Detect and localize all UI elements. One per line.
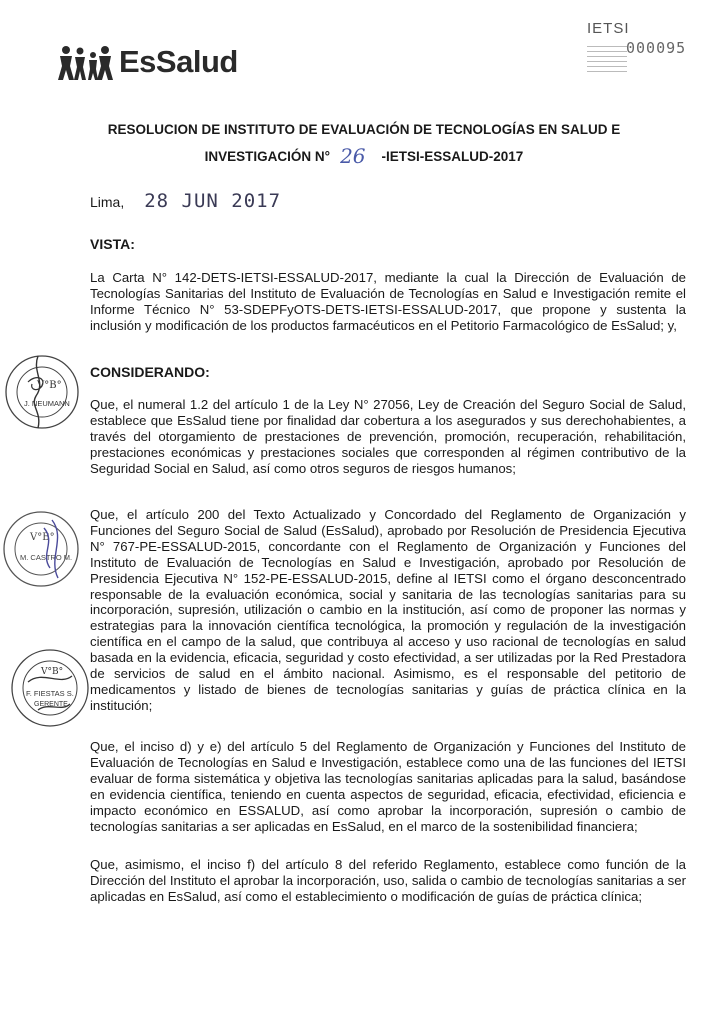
ietsi-stamp-lines bbox=[587, 42, 627, 76]
essalud-logo bbox=[58, 42, 238, 82]
considerando-paragraph-4: Que, asimismo, el inciso f) del artículo 8 del referido Reglamento, establece como función de la Dirección del Instituto el aprobar la incorporación, uso, salida o cambio de tecnologías sanitarias a ser aplicadas en EsSalud, así como el establecimiento o modificación de guías de práctica clínica; bbox=[90, 857, 686, 904]
logo-wordmark: EsSalud bbox=[119, 44, 238, 79]
title-prefix: INVESTIGACIÓN N° bbox=[204, 149, 331, 164]
seal3-name: F. FIESTAS S. bbox=[26, 689, 74, 698]
seal3-vb: V°B° bbox=[41, 667, 64, 677]
document-date bbox=[90, 190, 281, 212]
considerando-paragraph-2: Que, el artículo 200 del Texto Actualizado y Concordado del Reglamento de Organización y Funciones del Seguro Social de Salud (EsSalud), aprobado por Resolución de Presidencia Ejecutiva N° 767-PE-ESSALUD-2015, concordante con el Reglamento de Organización y Funciones del Instituto de Evaluación de Tecnologías en Salud e Investigación, aprobado por Resolución de Presidencia Ejecutiva N° 152-PE-ESSALUD-2015, define al IETSI como el órgano desconcentrado responsable de la evaluación económica, social y sanitaria de las tecnologías sanitarias para su incorporación, supresión, utilización o cambio en la institución, así como de proponer las normas y estrategias para la innovación científica tecnológica, la promoción y regulación de la investigación científica en el campo de la salud, que contribuya al acceso y uso racional de tecnologías en salud basada en la evidencia, eficacia, seguridad y costo efectividad, a ser utilizadas por la Red Prestadora de servicios de salud en el ámbito nacional. Asimismo, es el responsable del petitorio de medicamentos y listado de bienes de tecnologías sanitarias y guías de práctica clínica en la institución; bbox=[90, 507, 686, 713]
date-place: Lima, bbox=[90, 194, 125, 210]
considerando-heading: CONSIDERANDO: bbox=[90, 364, 210, 380]
family-figures-icon bbox=[58, 42, 118, 82]
seal3-role: GERENTE bbox=[34, 701, 68, 708]
title-suffix: -IETSI-ESSALUD-2017 bbox=[381, 149, 524, 164]
handwritten-resolution-number: 26 bbox=[340, 144, 366, 168]
approval-seal-neumann bbox=[2, 352, 82, 432]
ietsi-stamp bbox=[587, 20, 717, 80]
ietsi-stamp-label: IETSI bbox=[587, 20, 630, 37]
vista-paragraph: La Carta N° 142-DETS-IETSI-ESSALUD-2017, mediante la cual la Dirección de Evaluación de Tecnologías Sanitarias del Instituto de Evaluación de Tecnologías en Salud e Investigación remite el Informe Técnico N° 53-SDEPFyOTS-DETS-IETSI-ESSALUD-2017, que propone y sustenta la inclusión y modificación de los productos farmacéuticos en el Petitorio Farmacológico de EsSalud; y, bbox=[90, 270, 686, 333]
approval-seal-castro bbox=[0, 508, 82, 590]
seal1-vb: V°B° bbox=[37, 380, 62, 391]
date-stamp: 28 JUN 2017 bbox=[144, 190, 282, 212]
seal2-vb: V°B° bbox=[30, 532, 55, 543]
resolution-title-line1: RESOLUCION DE INSTITUTO DE EVALUACIÓN DE TECNOLOGÍAS EN SALUD E bbox=[107, 122, 621, 137]
considerando-paragraph-1: Que, el numeral 1.2 del artículo 1 de la Ley N° 27056, Ley de Creación del Seguro Social de Salud, establece que EsSalud tiene por finalidad dar cobertura a los asegurados y sus derechohabientes, a través del otorgamiento de prestaciones de prevención, promoción, recuperación, rehabilitación, prestaciones económicas y prestaciones sociales que corresponden al régimen contributivo de la Seguridad Social en Salud, así como otros seguros de riesgos humanos; bbox=[90, 397, 686, 476]
vista-heading: VISTA: bbox=[90, 236, 135, 252]
ietsi-stamp-number: 000095 bbox=[626, 39, 687, 57]
approval-seal-fiestas bbox=[8, 646, 92, 730]
seal1-name: J. NEUMANN bbox=[24, 399, 70, 408]
considerando-paragraph-3: Que, el inciso d) y e) del artículo 5 del Reglamento de Organización y Funciones del Instituto de Evaluación de Tecnologías en Salud e Investigación, establece como una de las funciones del IETSI evaluar de forma sistemática y objetiva las tecnologías sanitarias aplicadas para la salud, basándose en evidencia científica, teniendo en cuenta aspectos de seguridad, eficacia, efectividad, eficiencia e impacto económico en ESSALUD, así como aprobar la incorporación, supresión o cambio de tecnologías sanitarias a ser aplicadas en EsSalud, en el marco de la sostenibilidad financiera; bbox=[90, 739, 686, 834]
resolution-title-line2 bbox=[0, 144, 728, 168]
seal2-name: M. CASTRO M. bbox=[20, 553, 73, 562]
